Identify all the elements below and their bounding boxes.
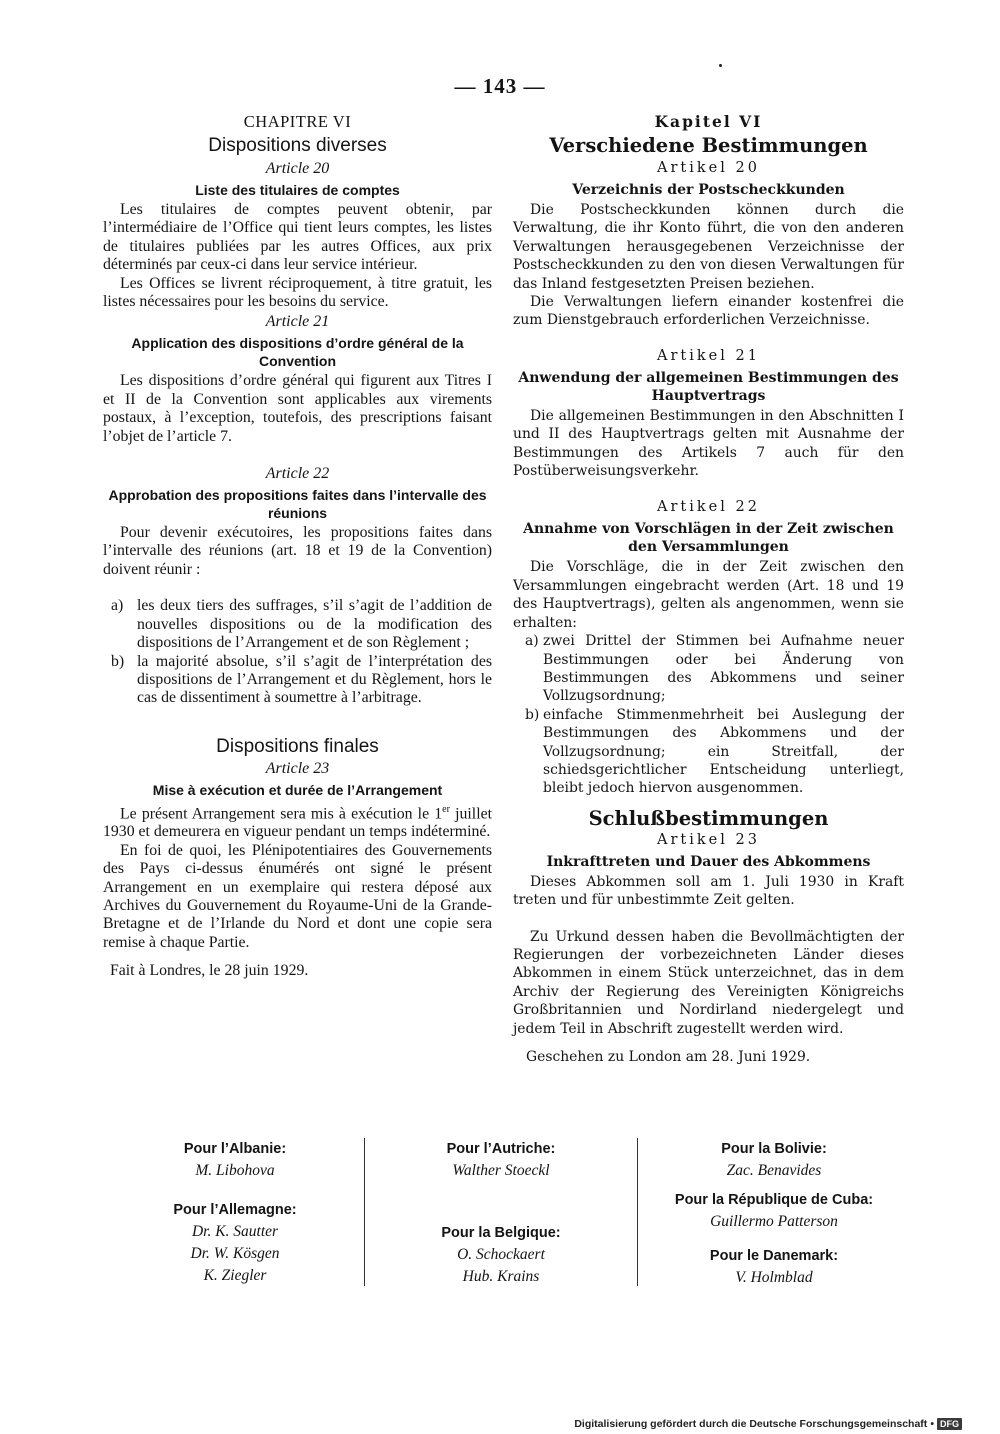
item-b-text-de: einfache Stimmenmehrheit bei Auslegung der Bestimmungen des Abkommens und der Vollzugsordnung; ein Streitfall, der schiedsgerichtlicher Entscheidung unterliegt, bleibt jedoch hiervon ausgenommen. <box>543 706 904 797</box>
done-at-fr: Fait à Londres, le 28 juin 1929. <box>110 962 309 980</box>
signatures-middle <box>374 1138 628 1288</box>
footer-text: Digitalisierung gefördert durch die Deutsche Forschungsgemeinschaft <box>574 1418 928 1430</box>
item-a-marker-fr: a) <box>111 597 124 615</box>
dfg-logo-icon: DFG <box>937 1418 962 1430</box>
article-21-heading-fr: Application des dispositions d’ordre général de la Convention <box>131 335 464 370</box>
signatory-name: Hub. Krains <box>462 1268 540 1285</box>
article-23-label-fr: Article 23 <box>265 759 330 777</box>
german-column <box>513 112 904 1066</box>
article-23-paragraph-1-de: Dieses Abkommen soll am 1. Juli 1930 in Kraft treten und für unbestimmte Zeit gelten. <box>513 873 904 909</box>
art23-p1-start-fr: Le présent Arrangement sera mis à exécution le 1 <box>120 804 443 822</box>
done-at-de: Geschehen zu London am 28. Juni 1929. <box>526 1049 811 1065</box>
signatory-name: Dr. W. Kösgen <box>190 1245 280 1262</box>
signatory-country: Pour la Belgique: <box>441 1225 561 1241</box>
page-number: — 143 — <box>454 74 546 98</box>
item-a-marker-de: a) <box>525 633 539 650</box>
article-22-heading-fr: Approbation des propositions faites dans l’intervalle des réunions <box>108 487 487 522</box>
column-divider <box>364 1138 365 1286</box>
article-22-item-b-fr <box>103 653 492 708</box>
article-22-label-de: Artikel 22 <box>657 499 760 516</box>
signatory-country: Pour l’Autriche: <box>446 1141 556 1157</box>
article-20-paragraph-1-fr: Les titulaires de comptes peuvent obtenir, par l’intermédiaire de l’Office qui tient leurs comptes, les listes de titulaires publiées par les autres Offices, aux prix déterminés par ceux-ci dans leur service intérieur. <box>103 201 492 274</box>
article-23-heading-de: Inkrafttreten und Dauer des Abkommens <box>546 853 871 870</box>
signatory-name: K. Ziegler <box>203 1267 267 1284</box>
signatory-name: Guillermo Patterson <box>710 1213 838 1230</box>
article-21-label-de: Artikel 21 <box>657 347 760 364</box>
item-a-text-fr: les deux tiers des suffrages, s’il s’agit de l’addition de nouvelles dispositions ou de la modification des dispositions de l’Arrangement et de son Règlement ; <box>137 597 492 652</box>
article-22-paragraph-1-de: Die Vorschläge, die in der Zeit zwischen den Versammlungen eingebracht werden (Art. 18 und 19 des Hauptvertrags), gelten als angenommen, wenn sie erhalten: <box>513 559 904 631</box>
footer-separator: • <box>930 1418 934 1430</box>
article-21-heading-de: Anwendung der allgemeinen Bestimmungen des Hauptvertrags <box>518 369 899 404</box>
article-23-paragraph-1-fr <box>103 801 492 842</box>
article-21-paragraph-1-fr: Les dispositions d’ordre général qui figurent aux Titres I et II de la Convention sont applicables aux virements postaux, à l’exception, toutefois, des prescriptions faisant l’objet de l’article 7. <box>103 372 492 445</box>
article-23-paragraph-2-fr: En foi de quoi, les Plénipotentiaires des Gouvernements des Pays ci-dessus énumérés ont signé le présent Arrangement en un exemplaire qui restera déposé aux Archives du Gouvernement du Royaume-Uni de la Grande-Bretagne et de l’Irlande du Nord et dont une copie sera remise à chaque Partie. <box>103 841 492 951</box>
signatures-right <box>644 1138 904 1289</box>
final-title-fr: Dispositions finales <box>216 735 379 757</box>
signatory-name: O. Schockaert <box>457 1246 545 1263</box>
section-title-fr: Dispositions diverses <box>208 135 387 156</box>
final-title-de: Schlußbestimmungen <box>588 806 829 830</box>
item-a-text-de: zwei Drittel der Stimmen bei Aufnahme neuer Bestimmungen oder bei Änderung von Bestimmungen des Abkommens und seiner Vollzugsordnung; <box>543 633 904 705</box>
chapter-heading-fr: CHAPITRE VI <box>243 112 352 131</box>
item-b-marker-de: b) <box>525 706 540 723</box>
chapter-heading-de: Kapitel VI <box>654 112 763 131</box>
french-column <box>103 112 492 981</box>
article-22-item-b-de <box>513 706 904 798</box>
article-22-item-a-fr <box>103 597 492 652</box>
article-20-paragraph-2-de: Die Verwaltungen liefern einander kostenfrei die zum Dienstgebrauch erforderlichen Verzeichnisse. <box>513 294 904 329</box>
item-b-text-fr: la majorité absolue, s’il s’agit de l’interprétation des dispositions de l’Arrangement et du Règlement, hors le cas de dissentiment à soumettre à l’arbitrage. <box>137 652 492 707</box>
article-20-paragraph-1-de: Die Postscheckkunden können durch die Verwaltung, die ihr Konto führt, die von den anderen Verwaltungen herausgegebenen Verzeichnisse der Postscheckkunden zu den von diesen Verwaltungen für das Inland festgesetzten Preisen beziehen. <box>513 202 904 292</box>
article-20-label-fr: Article 20 <box>265 160 330 177</box>
article-20-paragraph-2-fr: Les Offices se livrent réciproquement, à titre gratuit, les listes nécessaires pour les besoins du service. <box>103 274 492 311</box>
signatory-country: Pour l’Allemagne: <box>173 1202 297 1218</box>
article-22-paragraph-1-fr: Pour devenir exécutoires, les propositions faites dans l’intervalle des réunions (art. 18 et 19 de la Convention) doivent réunir : <box>103 524 492 578</box>
article-23-paragraph-2-de: Zu Urkund dessen haben die Bevollmächtigten der Regierungen der vorbezeichneten Länder dieses Abkommen in einem Stück unterzeichnet, das in dem Archiv der Regierung des Vereinigten Königreichs Großbritannien und Nordirland niedergelegt und jedem Teil in Abschrift zugestellt werden wird. <box>513 928 904 1037</box>
article-23-heading-fr: Mise à exécution et durée de l’Arrangement <box>152 781 443 798</box>
article-21-paragraph-1-de: Die allgemeinen Bestimmungen in den Abschnitten I und II des Hauptvertrags gelten mit Ausnahme der Bestimmungen des Artikels 7 auch für den Postüberweisungsverkehr. <box>513 407 904 480</box>
section-title-de: Verschiedene Bestimmungen <box>549 134 868 157</box>
signatory-country: Pour l’Albanie: <box>183 1141 287 1157</box>
article-22-label-fr: Article 22 <box>265 465 330 483</box>
article-22-heading-de: Annahme von Vorschlägen in der Zeit zwischen den Versammlungen <box>523 521 894 556</box>
art23-p1-superscript-fr: er <box>442 803 450 815</box>
signatory-country: Pour la République de Cuba: <box>674 1192 874 1208</box>
article-20-heading-fr: Liste des titulaires de comptes <box>195 182 400 198</box>
signatory-name: Dr. K. Sautter <box>191 1223 279 1240</box>
item-b-marker-fr: b) <box>111 652 125 670</box>
signatory-name: Zac. Benavides <box>726 1162 822 1179</box>
article-22-item-a-de <box>513 632 904 706</box>
signatory-name: Walther Stoeckl <box>452 1162 550 1179</box>
ink-dot <box>719 64 722 67</box>
article-20-heading-de: Verzeichnis der Postscheckkunden <box>572 182 845 198</box>
digitization-footer <box>574 1418 962 1430</box>
signatory-country: Pour la Bolivie: <box>721 1141 827 1157</box>
signatory-name: M. Libohova <box>195 1162 275 1179</box>
signatures-left <box>110 1138 360 1287</box>
art23-p1-end-fr: juillet 1930 et demeurera en vigueur pendant un temps indéterminé. <box>103 804 492 841</box>
article-21-label-fr: Article 21 <box>265 313 330 331</box>
signatory-country: Pour le Danemark: <box>709 1248 839 1264</box>
article-23-label-de: Artikel 23 <box>657 831 760 848</box>
article-20-label-de: Artikel 20 <box>657 160 760 176</box>
signatory-name: V. Holmblad <box>735 1269 813 1286</box>
column-divider <box>637 1138 638 1286</box>
